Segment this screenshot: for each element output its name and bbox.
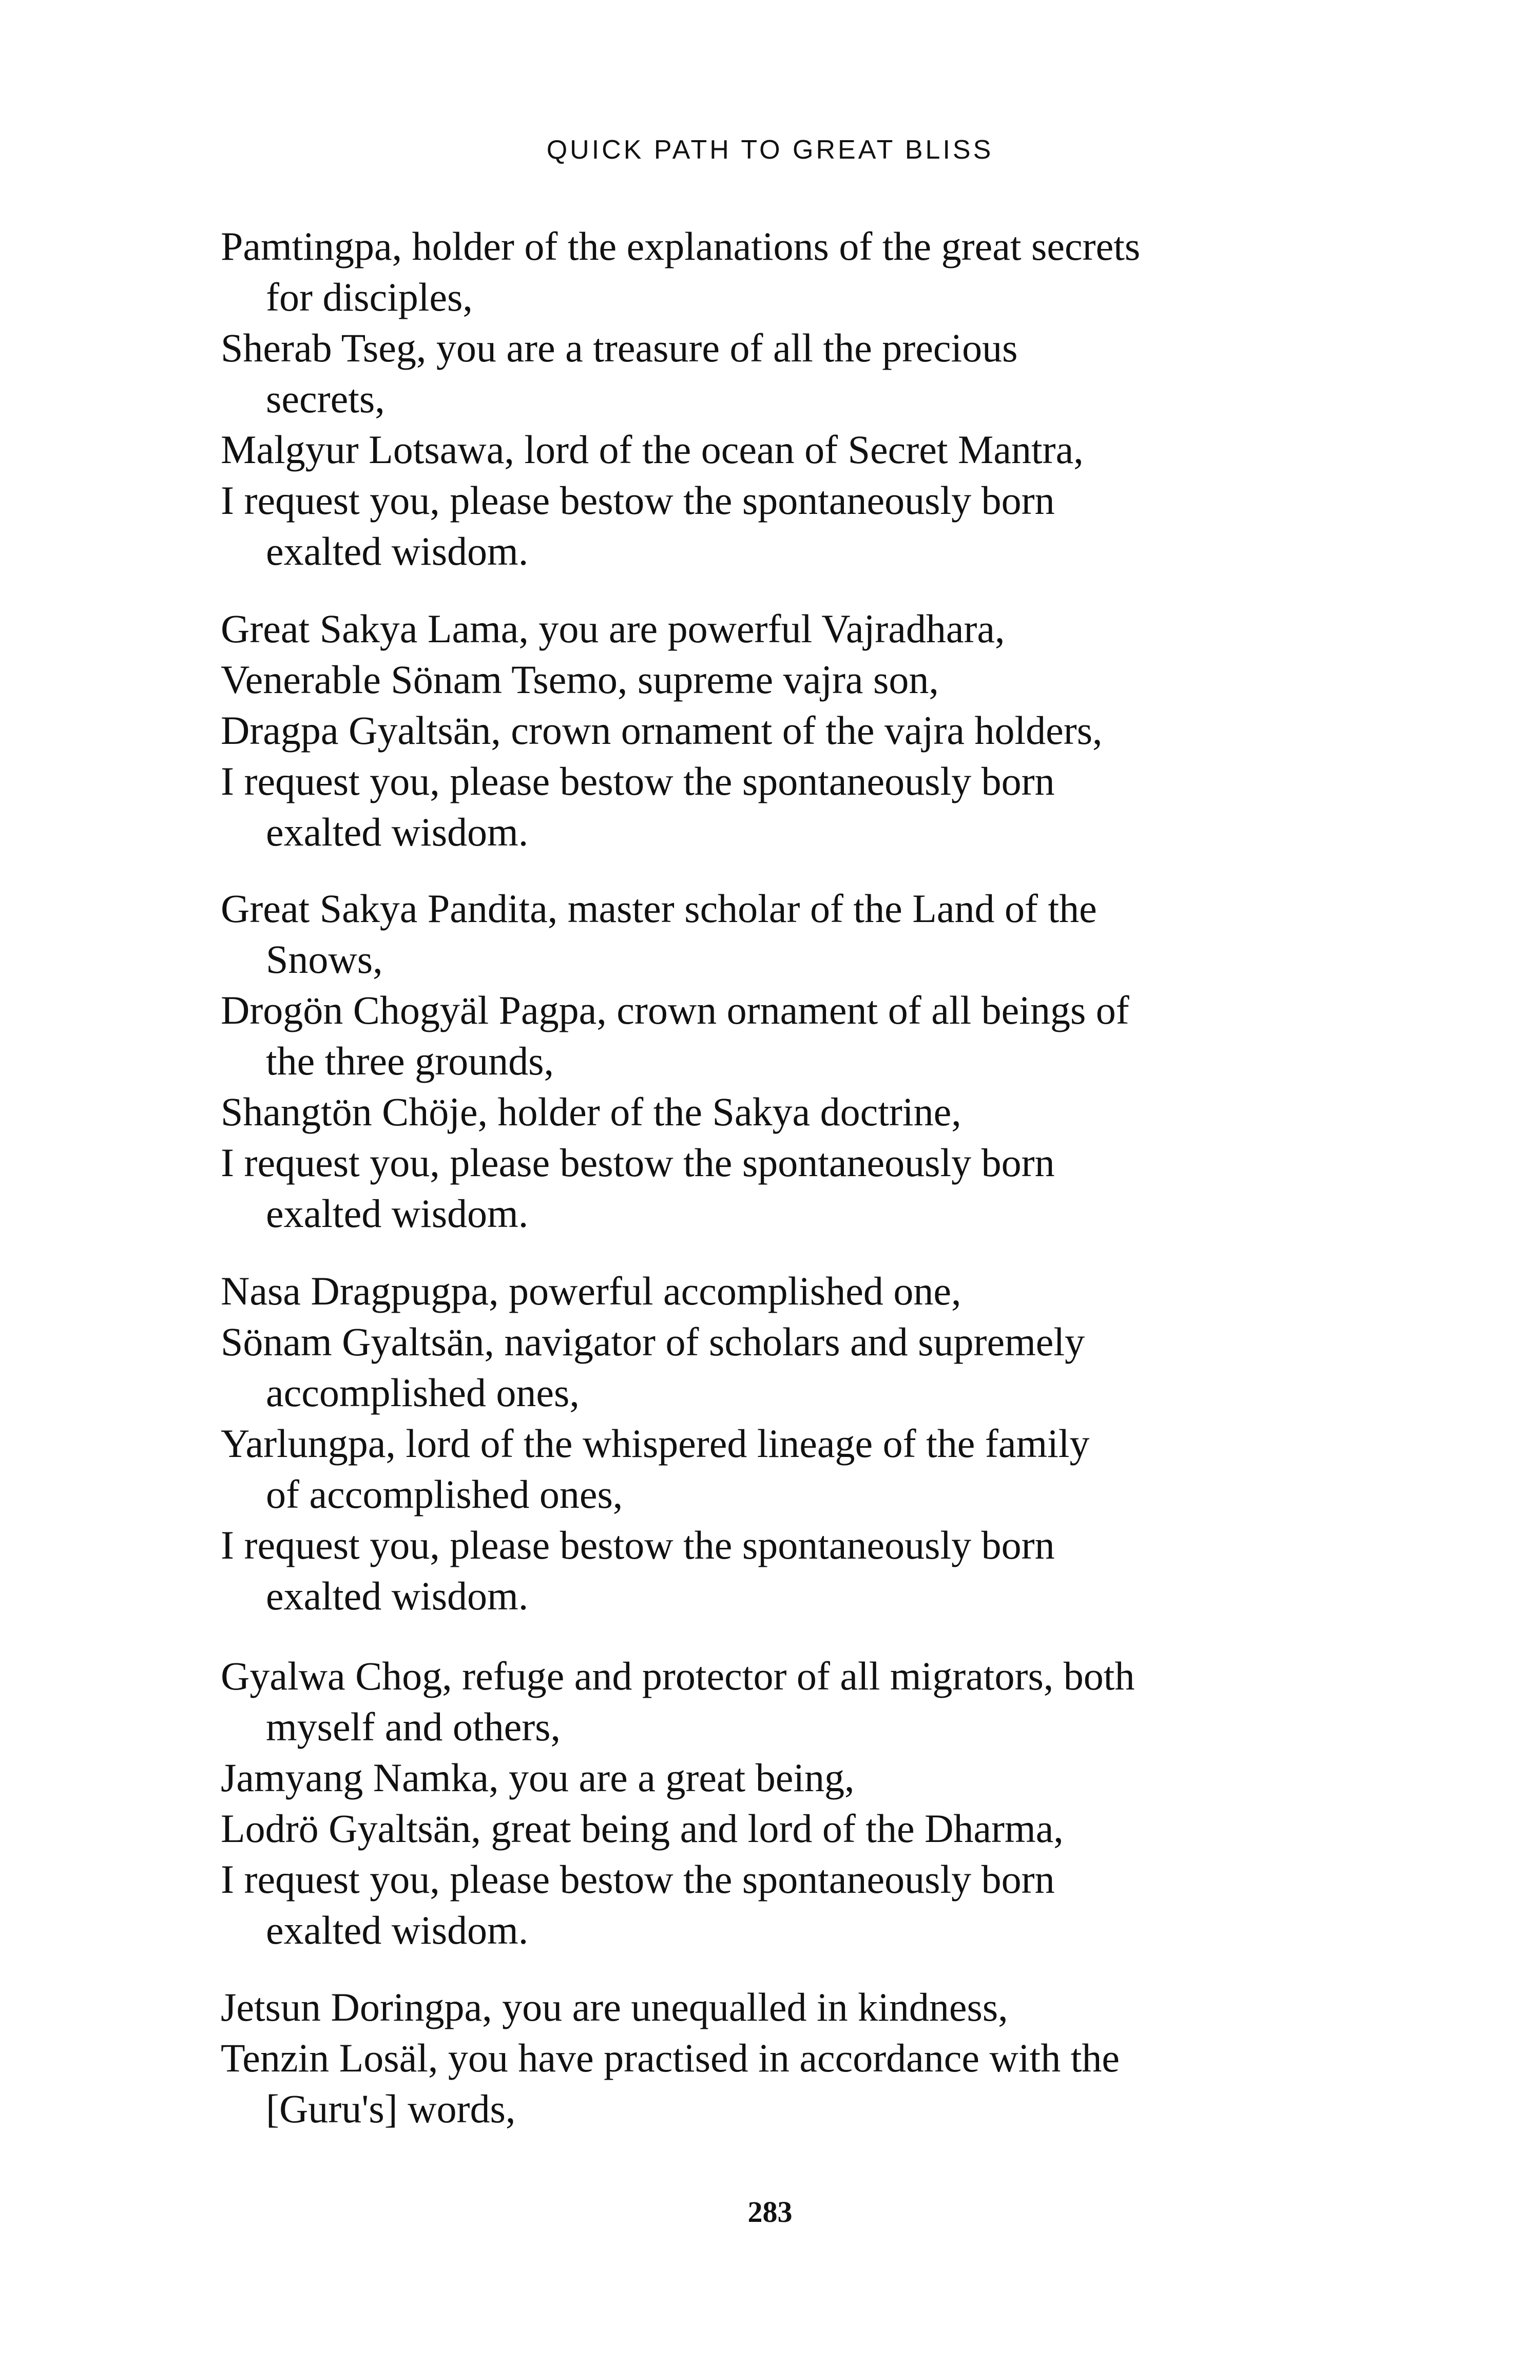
stanza-5 [221,1650,1396,1955]
verse-line: I request you, please bestow the spontaneously born exalted wisdom. [221,1140,1055,1236]
verse-line: I request you, please bestow the spontaneously born exalted wisdom. [221,1523,1055,1618]
stanza-1 [221,221,1396,577]
verse-line: Pamtingpa, holder of the explanations of the great secrets for disciples, [221,224,1141,319]
verse-line: Dragpa Gyaltsän, crown ornament of the vajra holders, [221,708,1103,753]
page-number: 283 [747,2195,793,2229]
stanza-6 [221,1982,1396,2134]
verse-line: Jetsun Doringpa, you are unequalled in kindness, [221,1985,1008,2029]
verse-line: I request you, please bestow the spontaneously born exalted wisdom. [221,759,1055,854]
verse-line: Lodrö Gyaltsän, great being and lord of the Dharma, [221,1806,1064,1851]
verse-line: Yarlungpa, lord of the whispered lineage of the family of accomplished ones, [221,1421,1090,1517]
verse-line: Sherab Tseg, you are a treasure of all the precious secrets, [221,325,1018,421]
verse-line: I request you, please bestow the spontaneously born exalted wisdom. [221,478,1055,573]
verse-line: Great Sakya Lama, you are powerful Vajradhara, [221,606,1005,651]
verse-line: Drogön Chogyäl Pagpa, crown ornament of all beings of the three grounds, [221,988,1129,1083]
verse-line: I request you, please bestow the spontaneously born exalted wisdom. [221,1857,1055,1952]
stanza-4 [221,1265,1396,1621]
verse-line: Sönam Gyaltsän, navigator of scholars and supremely accomplished ones, [221,1319,1085,1415]
stanza-2 [221,603,1396,857]
verse-line: Venerable Sönam Tsemo, supreme vajra son, [221,657,939,702]
verse-line: Great Sakya Pandita, master scholar of the Land of the Snows, [221,886,1097,982]
verse-line: Jamyang Namka, you are a great being, [221,1755,855,1800]
stanza-3 [221,883,1396,1239]
verse-line: Malgyur Lotsawa, lord of the ocean of Secret Mantra, [221,427,1084,472]
verse-line: Nasa Dragpugpa, powerful accomplished one, [221,1269,961,1313]
verse-line: Shangtön Chöje, holder of the Sakya doctrine, [221,1089,961,1134]
running-head: QUICK PATH TO GREAT BLISS [546,135,994,165]
verse-line: Gyalwa Chog, refuge and protector of all migrators, both myself and others, [221,1654,1135,1749]
verse-line: Tenzin Losäl, you have practised in accordance with the [Guru's] words, [221,2036,1120,2131]
